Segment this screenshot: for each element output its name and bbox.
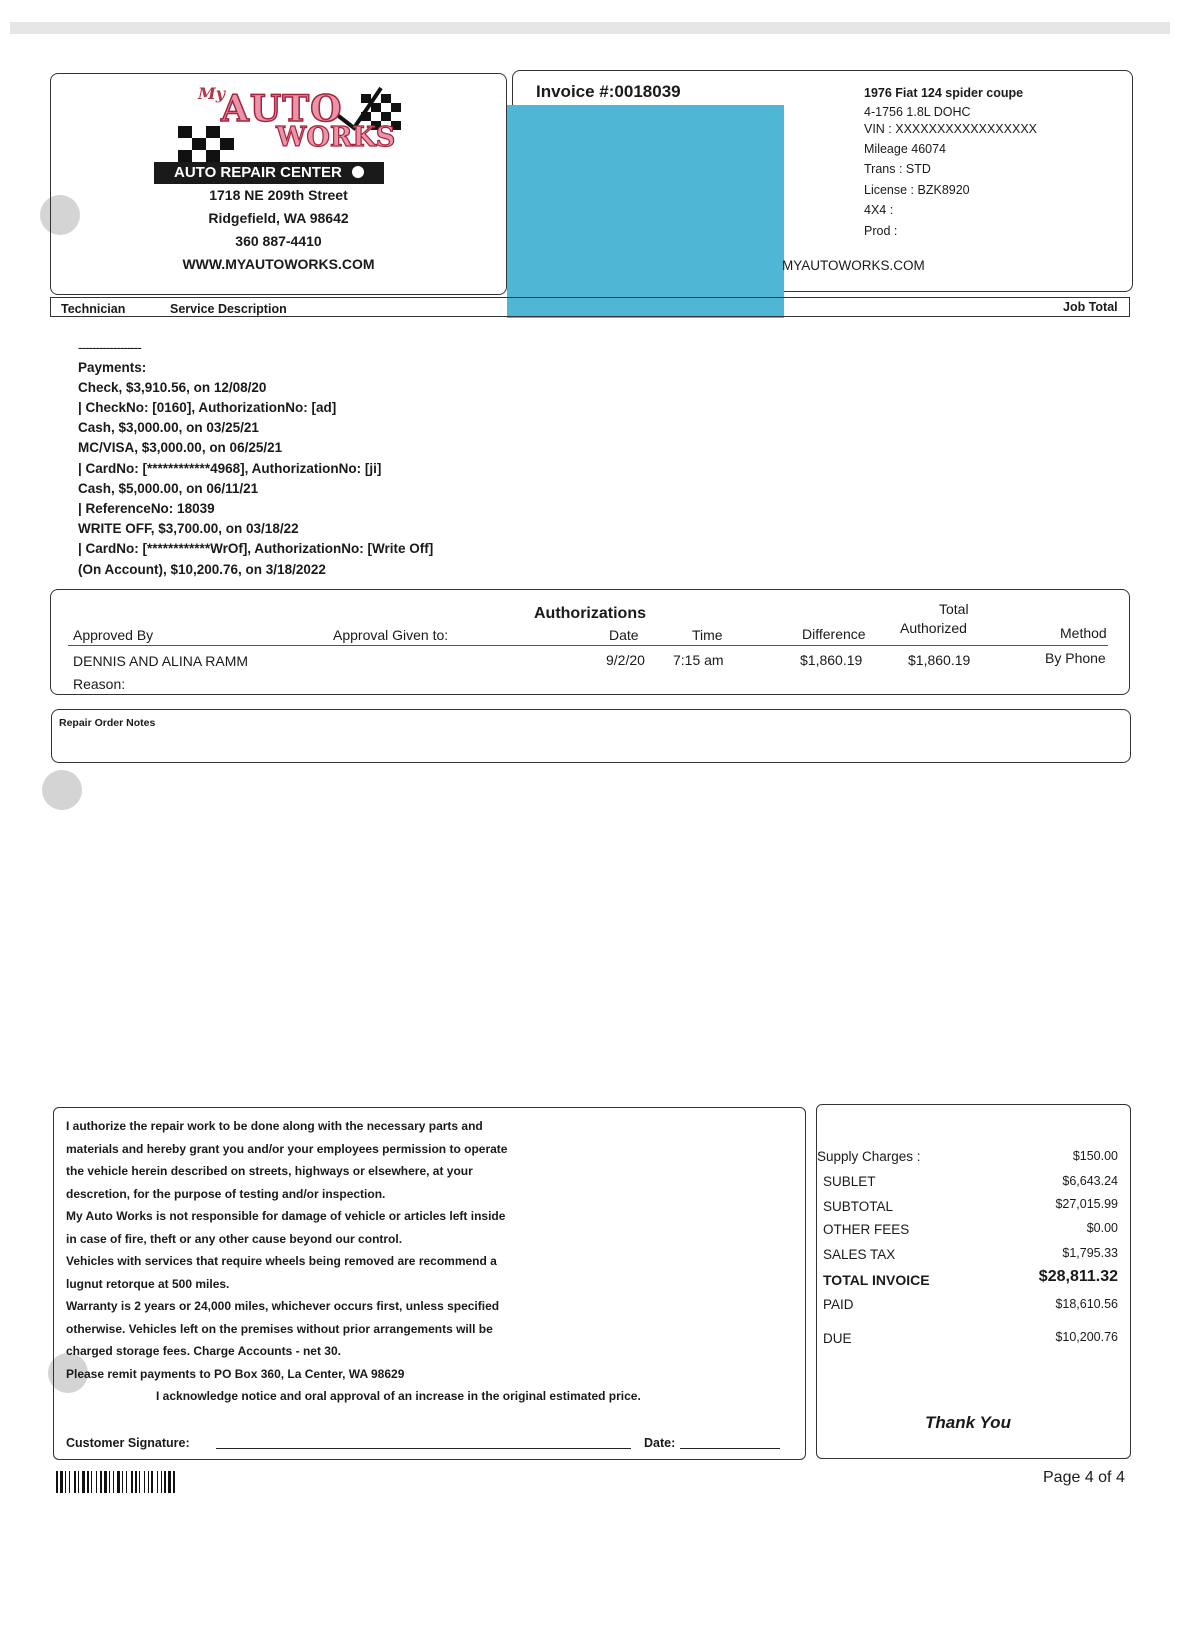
payment-line: Cash, $5,000.00, on 06/11/21 — [78, 481, 259, 496]
authorizations-title: Authorizations — [534, 605, 646, 622]
terms-line: otherwise. Vehicles left on the premises without prior arrangements will be — [66, 1322, 493, 1336]
totals-label: SUBLET — [823, 1174, 876, 1189]
auth-approved-by: DENNIS AND ALINA RAMM — [73, 653, 249, 669]
page-number: Page 4 of 4 — [1043, 1469, 1125, 1486]
payment-line: | CardNo: [************4968], AuthorizationNo: [ji] — [78, 461, 382, 476]
terms-line: I authorize the repair work to be done along with the necessary parts and — [66, 1119, 483, 1133]
payment-line: (On Account), $10,200.76, on 3/18/2022 — [78, 562, 326, 577]
terms-line: Vehicles with services that require wheels being removed are recommend a — [66, 1254, 497, 1268]
column-service-description: Service Description — [170, 302, 287, 316]
auto-repair-banner — [154, 162, 384, 184]
terms-line: My Auto Works is not responsible for damage of vehicle or articles left inside — [66, 1209, 506, 1223]
vehicle-license: License : BZK8920 — [864, 183, 970, 197]
payment-line: MC/VISA, $3,000.00, on 06/25/21 — [78, 440, 283, 455]
totals-label: SUBTOTAL — [823, 1199, 894, 1214]
total-invoice-value: $28,811.32 — [1038, 1268, 1118, 1285]
vehicle-description: 1976 Fiat 124 spider coupe — [864, 86, 1024, 100]
auth-total-authorized: $1,860.19 — [908, 652, 971, 668]
payment-line: WRITE OFF, $3,700.00, on 03/18/22 — [78, 521, 299, 536]
vehicle-prod: Prod : — [864, 224, 898, 238]
auth-difference: $1,860.19 — [800, 652, 863, 668]
terms-line: charged storage fees. Charge Accounts - net 30. — [66, 1344, 341, 1358]
signature-line[interactable] — [216, 1448, 631, 1449]
scan-top-band — [10, 22, 1170, 34]
repair-order-notes-box — [51, 709, 1131, 763]
payment-line: | CardNo: [************WrOf], AuthorizationNo: [Write Off] — [78, 541, 434, 556]
barcode-icon — [56, 1471, 276, 1493]
invoice-website: MYAUTOWORKS.COM — [782, 258, 925, 273]
header-method: Method — [1060, 625, 1107, 641]
customer-signature-label: Customer Signature: — [66, 1436, 190, 1450]
payments-separator: ------------------ — [78, 340, 141, 355]
vehicle-trans: Trans : STD — [864, 162, 931, 176]
totals-label: PAID — [823, 1297, 854, 1312]
repair-order-notes-title: Repair Order Notes — [59, 717, 156, 729]
totals-value: $0.00 — [1086, 1221, 1118, 1235]
totals-value: $10,200.76 — [1055, 1330, 1118, 1344]
auth-header-rule — [68, 645, 1108, 646]
payment-line: | ReferenceNo: 18039 — [78, 501, 215, 516]
banner-text: AUTO REPAIR CENTER — [174, 164, 342, 181]
payment-line: Cash, $3,000.00, on 03/25/21 — [78, 420, 259, 435]
header-date: Date — [609, 627, 639, 643]
totals-value: $27,015.99 — [1055, 1197, 1118, 1211]
shop-header-box — [50, 73, 507, 295]
shop-address-line2: Ridgefield, WA 98642 — [208, 210, 349, 226]
punch-hole — [42, 770, 82, 810]
vehicle-4x4: 4X4 : — [864, 203, 894, 217]
totals-label: DUE — [823, 1331, 852, 1346]
totals-value: $1,795.33 — [1062, 1246, 1118, 1260]
header-time: Time — [692, 627, 723, 643]
total-invoice-label: TOTAL INVOICE — [823, 1272, 930, 1288]
terms-line: lugnut retorque at 500 miles. — [66, 1277, 230, 1291]
shop-address-line1: 1718 NE 209th Street — [209, 187, 348, 203]
terms-line: materials and hereby grant you and/or your employees permission to operate — [66, 1142, 508, 1156]
auth-date: 9/2/20 — [606, 652, 645, 668]
date-line[interactable] — [680, 1448, 780, 1449]
vehicle-vin: VIN : XXXXXXXXXXXXXXXXX — [864, 122, 1037, 136]
invoice-number: Invoice #:0018039 — [536, 82, 681, 101]
header-approved-by: Approved By — [73, 627, 154, 643]
header-difference: Difference — [802, 626, 866, 642]
column-technician: Technician — [61, 302, 126, 316]
terms-line: Warranty is 2 years or 24,000 miles, whichever occurs first, unless specified — [66, 1299, 500, 1313]
terms-line: descretion, for the purpose of testing and/or inspection. — [66, 1187, 386, 1201]
totals-value: $150.00 — [1072, 1149, 1118, 1163]
vehicle-engine: 4-1756 1.8L DOHC — [864, 105, 971, 119]
totals-value: $18,610.56 — [1055, 1297, 1118, 1311]
payment-line: Check, $3,910.56, on 12/08/20 — [78, 380, 267, 395]
terms-line: the vehicle herein described on streets, highways or elsewhere, at your — [66, 1164, 473, 1178]
header-approval-given-to: Approval Given to: — [333, 627, 449, 643]
vehicle-mileage: Mileage 46074 — [864, 142, 947, 156]
acknowledge-text: I acknowledge notice and oral approval of an increase in the original estimated price. — [156, 1389, 641, 1403]
terms-line: Please remit payments to PO Box 360, La Center, WA 98629 — [66, 1367, 405, 1381]
payment-line: | CheckNo: [0160], AuthorizationNo: [ad] — [78, 400, 337, 415]
totals-label: SALES TAX — [823, 1247, 896, 1262]
header-total-line1: Total — [939, 601, 969, 617]
totals-label: OTHER FEES — [823, 1222, 910, 1237]
date-label: Date: — [644, 1436, 676, 1450]
thank-you-text: Thank You — [925, 1413, 1011, 1432]
logo-my-text: My — [198, 84, 226, 103]
column-job-total: Job Total — [1063, 300, 1118, 314]
shop-phone: 360 887-4410 — [235, 233, 322, 249]
header-total-line2: Authorized — [900, 620, 967, 636]
payments-title: Payments: — [78, 360, 147, 375]
auth-reason-label: Reason: — [73, 676, 126, 692]
terms-line: in case of fire, theft or any other cause beyond our control. — [66, 1232, 403, 1246]
auth-time: 7:15 am — [673, 652, 724, 668]
shop-logo — [176, 82, 411, 174]
shop-website: WWW.MYAUTOWORKS.COM — [182, 256, 375, 272]
ase-badge-icon — [352, 166, 364, 178]
totals-value: $6,643.24 — [1062, 1174, 1118, 1188]
redacted-block — [507, 105, 784, 318]
totals-label: Supply Charges : — [817, 1149, 921, 1164]
logo-works-text: WORKS — [276, 122, 396, 153]
auth-method: By Phone — [1045, 650, 1106, 666]
logo-auto-text: AUTO — [221, 88, 343, 130]
